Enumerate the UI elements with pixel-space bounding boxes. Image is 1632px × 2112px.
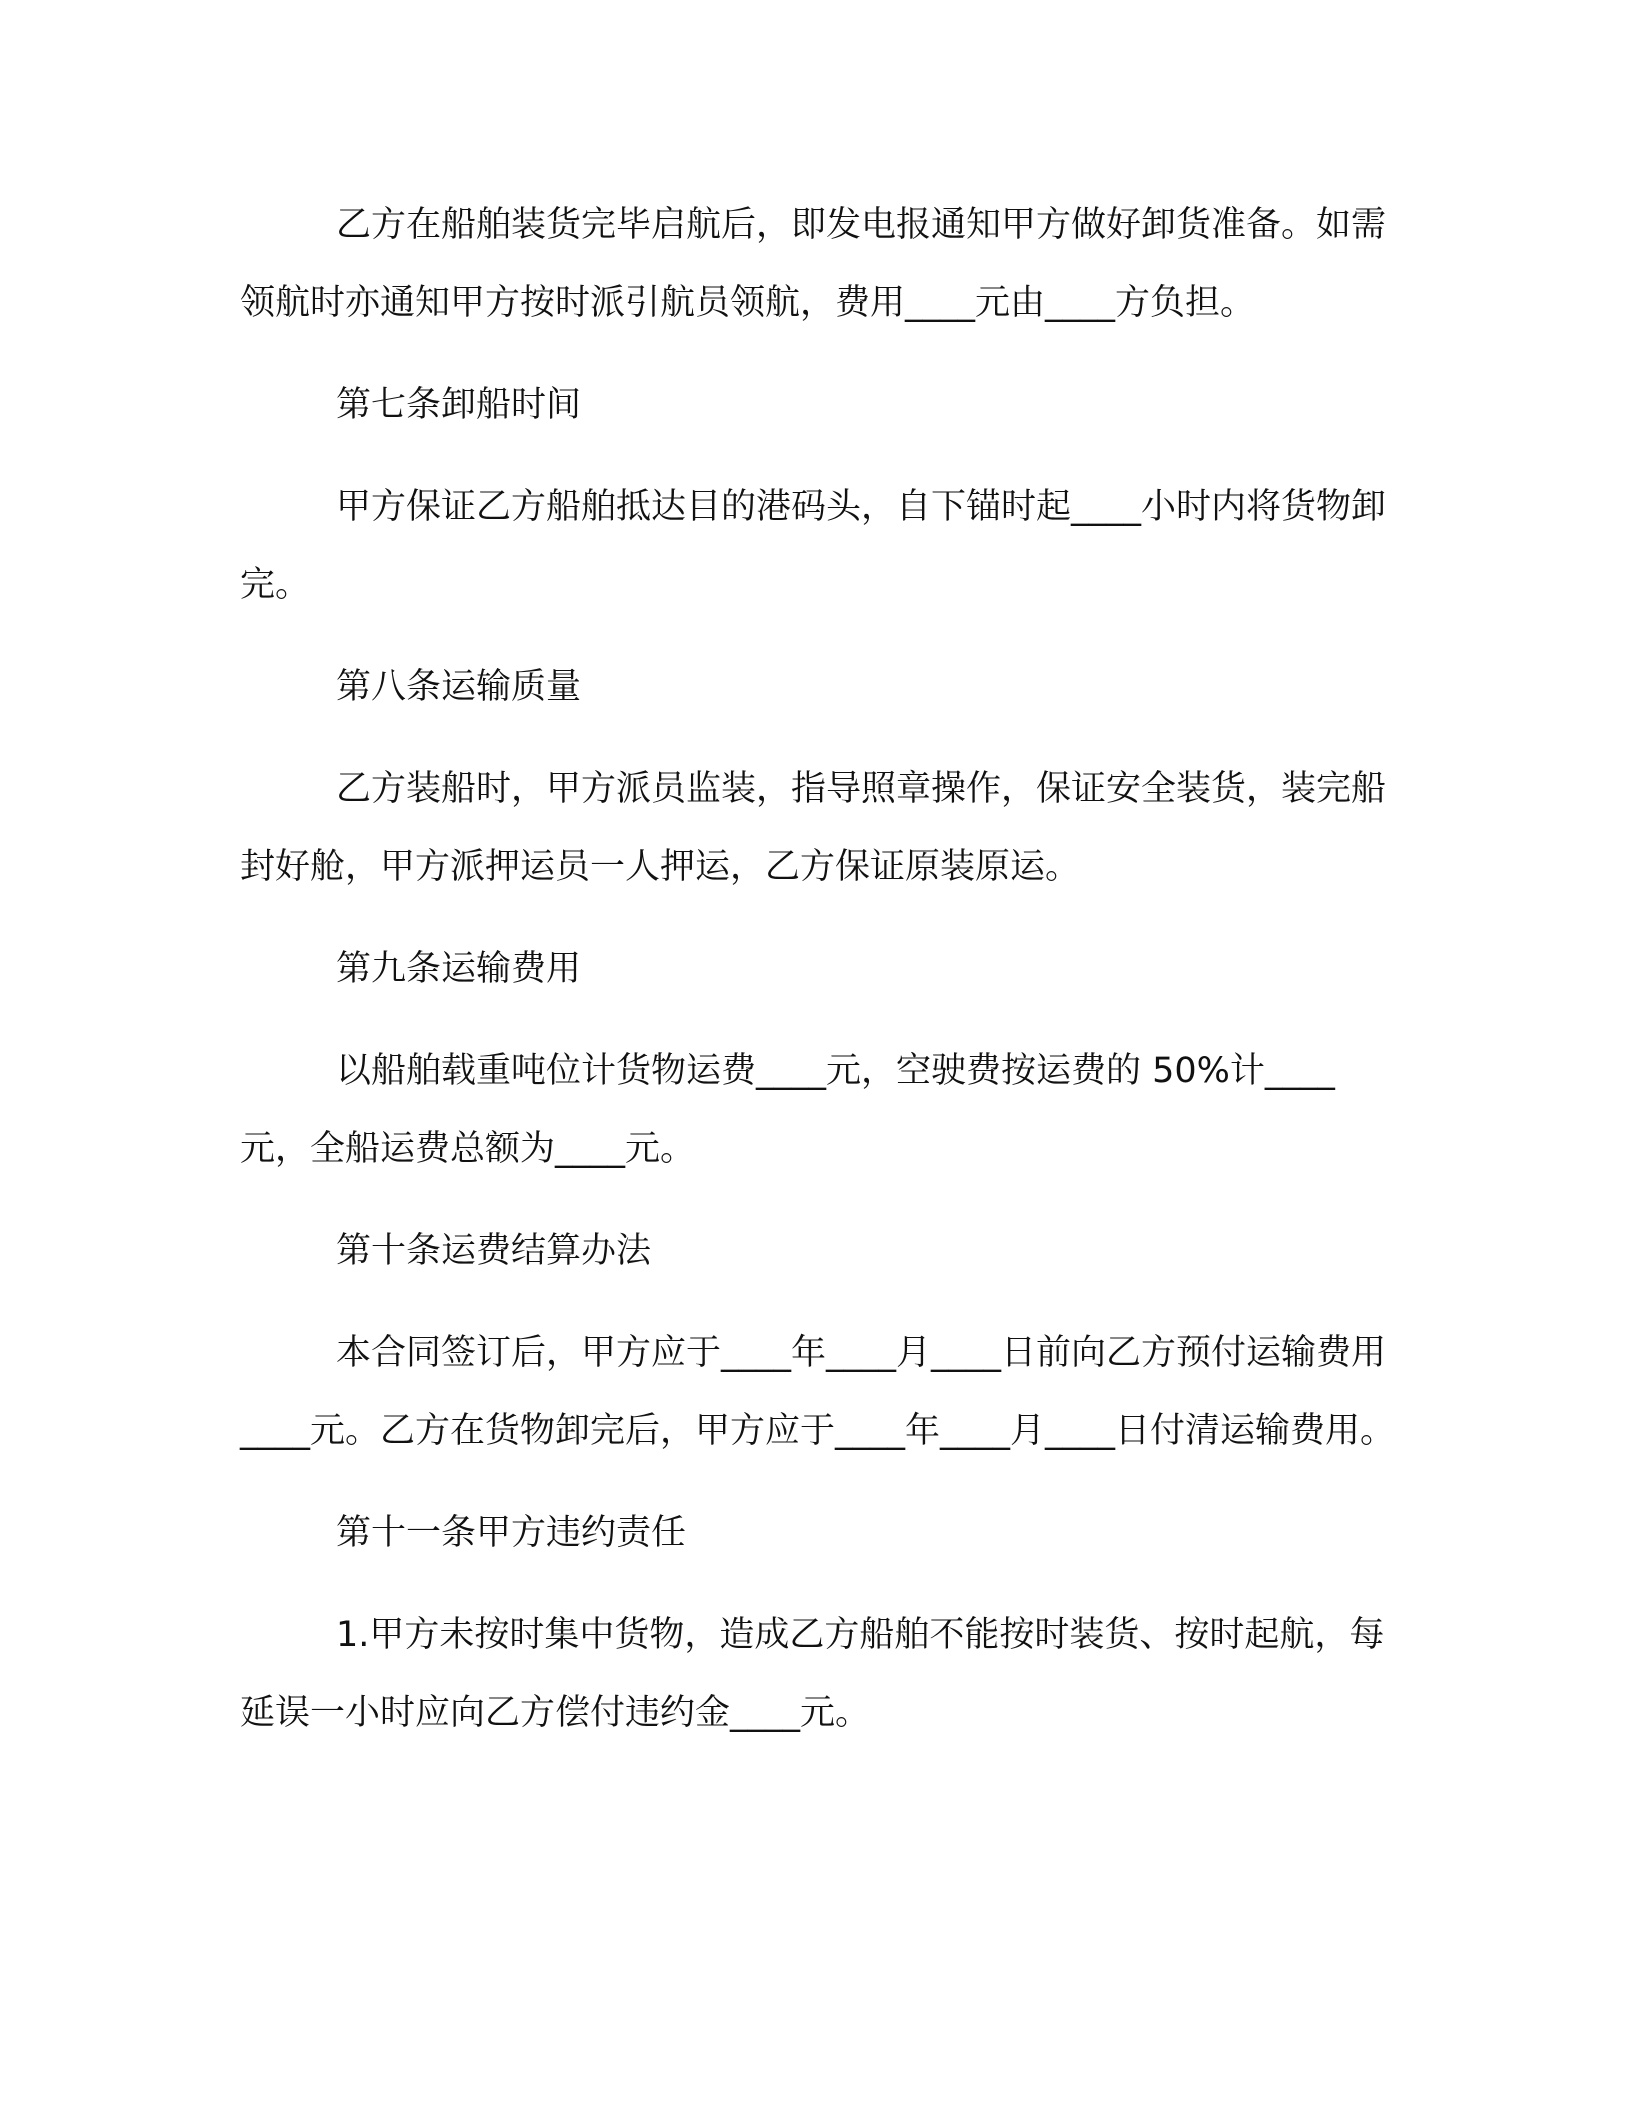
paragraph-departure-notice: 乙方在船舶装货完毕启航后，即发电报通知甲方做好卸货准备。如需领航时亦通知甲方按时派引航员领航，费用____元由____方负担。 <box>240 205 1387 323</box>
paragraph-unloading-time: 甲方保证乙方船舶抵达目的港码头，自下锚时起____小时内将货物卸完。 <box>240 487 1387 605</box>
paragraph-party-a-breach: 1.甲方未按时集中货物，造成乙方船舶不能按时装货、按时起航，每延误一小时应向乙方偿付违约金____元。 <box>240 1615 1385 1733</box>
heading-article-8: 第八条运输质量 <box>336 667 582 707</box>
heading-article-7: 第七条卸船时间 <box>336 385 582 425</box>
paragraph-settlement-method: 本合同签订后，甲方应于____年____月____日前向乙方预付运输费用____元。乙方在货物卸完后，甲方应于____年____月____日付清运输费用。 <box>240 1333 1396 1451</box>
heading-article-9: 第九条运输费用 <box>336 949 582 989</box>
paragraph-transport-quality: 乙方装船时，甲方派员监装，指导照章操作，保证安全装货，装完船封好舱，甲方派押运员一人押运，乙方保证原装原运。 <box>240 769 1387 887</box>
paragraph-transport-fees: 以船舶载重吨位计货物运费____元，空驶费按运费的 50%计____元，全船运费总额为____元。 <box>240 1051 1335 1169</box>
document-body <box>240 186 1400 1776</box>
heading-article-11: 第十一条甲方违约责任 <box>336 1513 687 1553</box>
heading-article-10: 第十条运费结算办法 <box>336 1231 652 1271</box>
